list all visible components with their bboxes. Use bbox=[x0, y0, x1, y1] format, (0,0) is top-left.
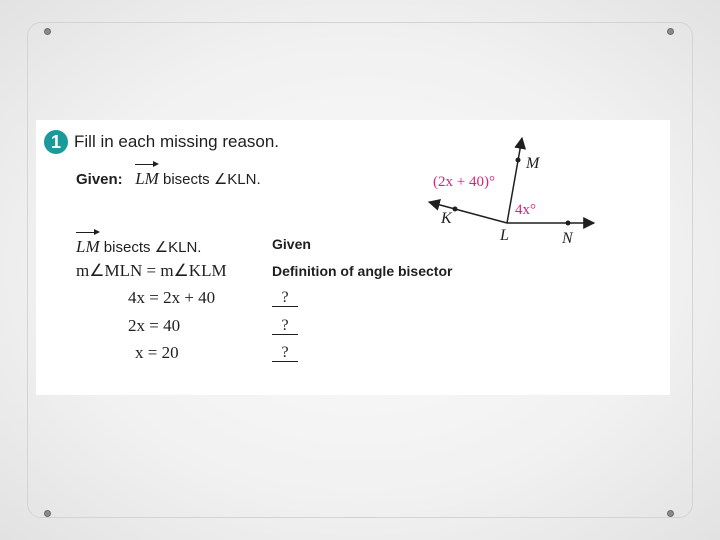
angle-diagram bbox=[36, 120, 670, 395]
label-N: N bbox=[562, 230, 573, 247]
problem-slide bbox=[36, 120, 670, 395]
corner-rivet-top-left bbox=[44, 28, 51, 35]
problem-number-badge: 1 bbox=[44, 130, 68, 154]
proof-statement-4: 2x = 40 bbox=[128, 316, 181, 335]
angle-label-left: (2x + 40)° bbox=[433, 174, 495, 190]
corner-rivet-top-right bbox=[667, 28, 674, 35]
given-label: Given: bbox=[76, 171, 123, 188]
proof-reason-2: Definition of angle bisector bbox=[272, 263, 453, 279]
instruction-text: Fill in each missing reason. bbox=[74, 132, 280, 151]
point-N bbox=[566, 221, 571, 226]
point-M bbox=[516, 158, 521, 163]
label-K: K bbox=[441, 210, 452, 227]
label-L: L bbox=[500, 227, 509, 244]
proof-reason-3-blank[interactable]: ? bbox=[272, 289, 298, 307]
given-text: bisects ∠KLN. bbox=[163, 171, 261, 188]
label-M: M bbox=[526, 155, 540, 172]
corner-rivet-bottom-left bbox=[44, 510, 51, 517]
given-ray: LM bbox=[135, 164, 159, 189]
proof-ray-1: LM bbox=[76, 232, 100, 257]
proof-statement-2: m∠MLN = m∠KLM bbox=[76, 261, 227, 280]
corner-rivet-bottom-right bbox=[667, 510, 674, 517]
proof-statement-3: 4x = 2x + 40 bbox=[128, 288, 216, 307]
proof-statement-1-text: bisects ∠KLN. bbox=[103, 239, 202, 256]
proof-reason-1: Given bbox=[272, 236, 311, 252]
point-K bbox=[453, 207, 458, 212]
angle-label-right: 4x° bbox=[515, 202, 536, 218]
proof-reason-4-blank[interactable]: ? bbox=[272, 317, 298, 335]
proof-reason-5-blank[interactable]: ? bbox=[272, 344, 298, 362]
proof-statement-5: x = 20 bbox=[135, 343, 179, 362]
